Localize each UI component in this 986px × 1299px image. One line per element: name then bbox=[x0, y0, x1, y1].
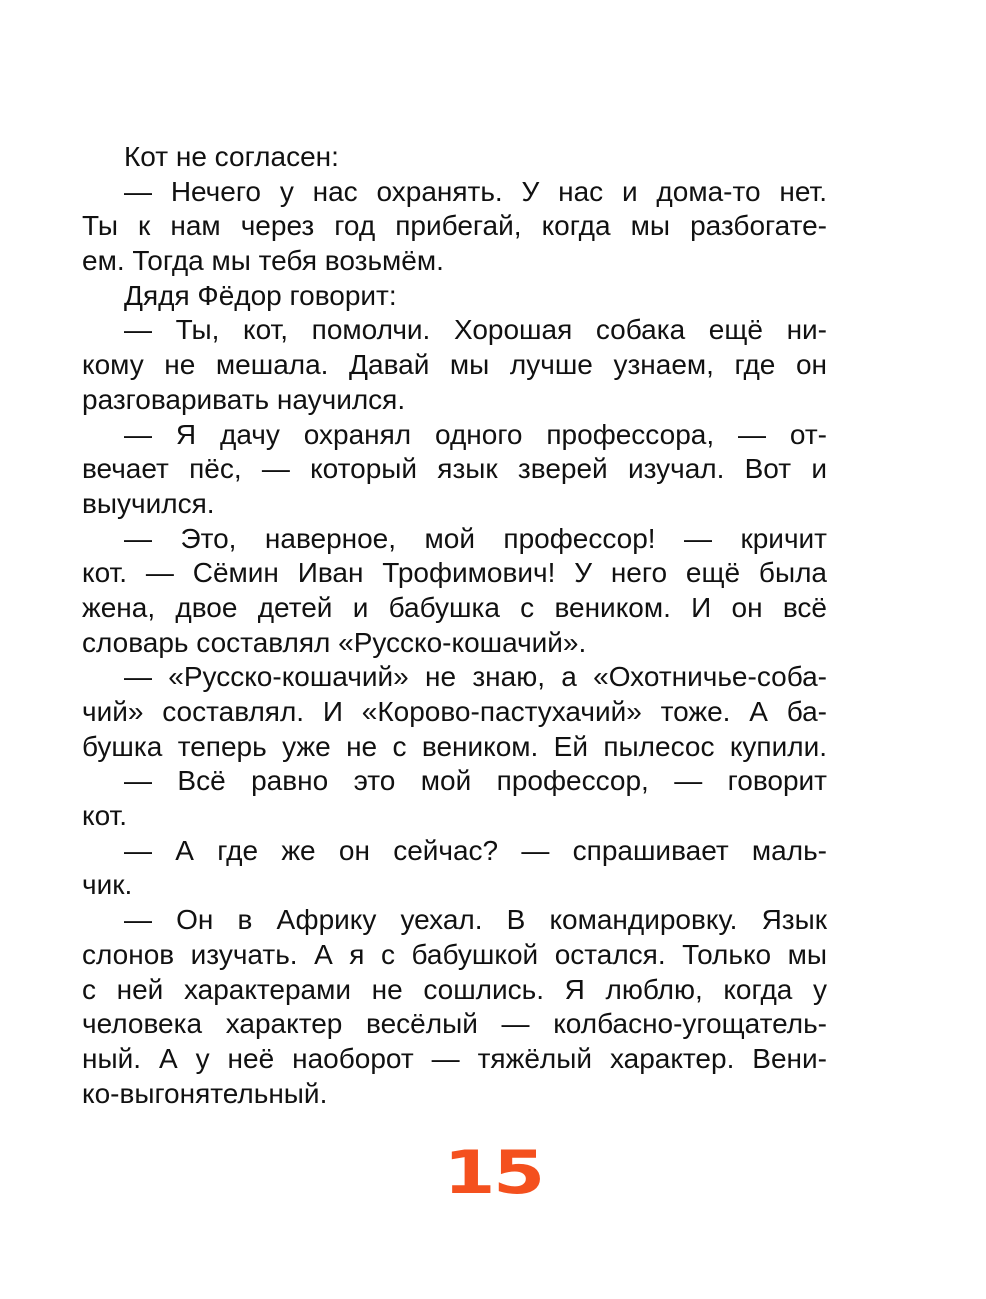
text-line: чий» составлял. И «Корово-пастухачий» тоже. А ба- bbox=[82, 696, 827, 727]
text-line: — Я дачу охранял одного профессора, — от- bbox=[124, 418, 827, 450]
text-line: разговаривать научился. bbox=[82, 383, 406, 415]
text-line: — «Русско-кошачий» не знаю, а «Охотничье-соба- bbox=[124, 661, 827, 693]
text-line: ко-выгонятельный. bbox=[82, 1077, 328, 1109]
text-line: Дядя Фёдор говорит: bbox=[124, 279, 397, 311]
text-line: Ты к нам через год прибегай, когда мы разбогате- bbox=[82, 210, 827, 242]
text-line: бушка теперь уже не с веником. Ей пылесос купили. bbox=[82, 730, 827, 762]
text-line: — Он в Африку уехал. В командировку. Язык bbox=[124, 904, 827, 936]
text-line: выучился. bbox=[82, 487, 215, 519]
text-line: вечает пёс, — который язык зверей изучал. Вот и bbox=[82, 453, 827, 485]
story-text bbox=[82, 140, 827, 1111]
text-line: — Ты, кот, помолчи. Хорошая собака ещё ни- bbox=[124, 314, 827, 346]
text-line: кот. bbox=[82, 800, 128, 832]
text-line: человека характер весёлый — колбасно-угощатель- bbox=[82, 1008, 827, 1040]
text-line: — А где же он сейчас? — спрашивает маль- bbox=[124, 834, 827, 866]
text-line: — Это, наверное, мой профессор! — кричит bbox=[124, 522, 827, 554]
text-line: чик. bbox=[82, 869, 133, 901]
text-line: кому не мешала. Давай мы лучше узнаем, где он bbox=[82, 349, 827, 381]
text-line: жена, двое детей и бабушка с веником. И он всё bbox=[82, 591, 827, 623]
text-line: кот. — Сёмин Иван Трофимович! У него ещё была bbox=[82, 557, 827, 589]
text-line: ный. А у неё наоборот — тяжёлый характер. Вени- bbox=[82, 1042, 827, 1074]
text-line: ем. Тогда мы тебя возьмём. bbox=[82, 245, 444, 277]
text-line: с ней характерами не сошлись. Я люблю, когда у bbox=[82, 973, 827, 1005]
text-line: — Всё равно это мой профессор, — говорит bbox=[124, 765, 827, 797]
text-line: словарь составлял «Русско-кошачий». bbox=[82, 626, 587, 658]
text-line: — Нечего у нас охранять. У нас и дома-то нет. bbox=[124, 175, 827, 207]
text-line: слонов изучать. А я с бабушкой остался. Только мы bbox=[82, 938, 827, 970]
text-line: Кот не согласен: bbox=[124, 141, 339, 172]
page-number: 15 bbox=[443, 1138, 543, 1208]
